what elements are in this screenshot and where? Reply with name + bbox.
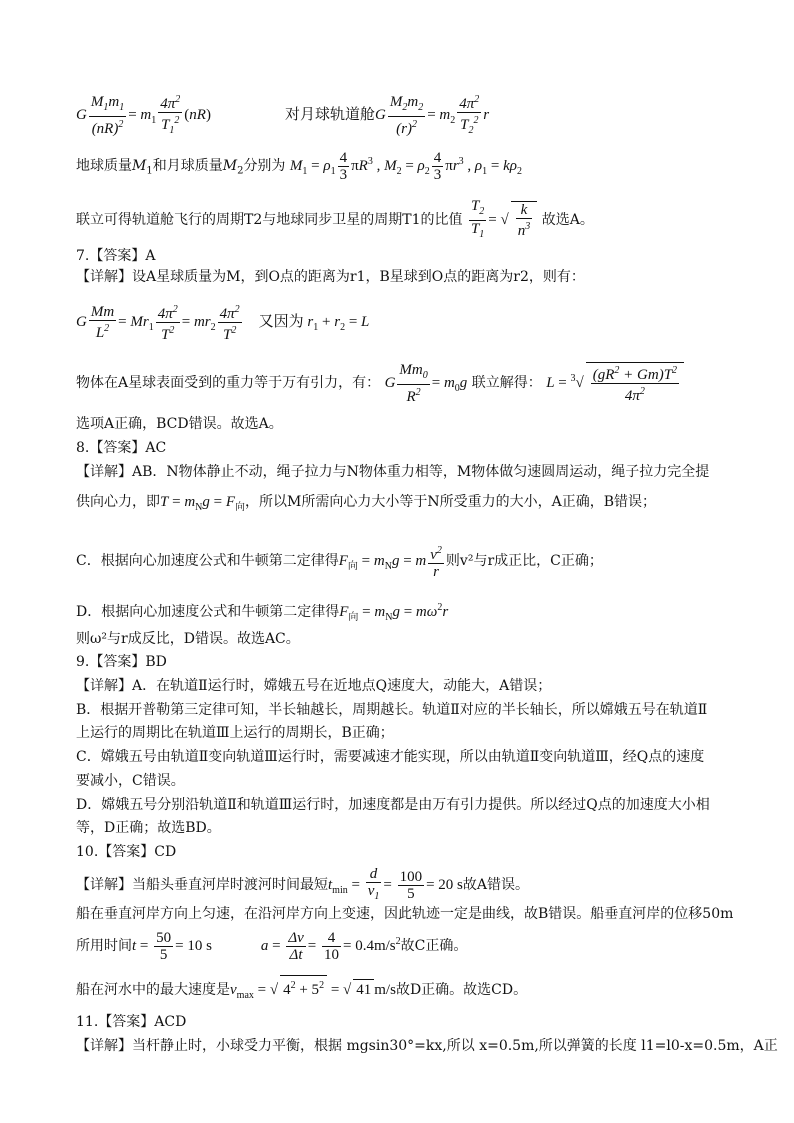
q7-end: 选项A正确，BCD错误。故选A。 xyxy=(76,416,283,432)
q10-line2: 船在垂直河岸方向上匀速，在沿河岸方向上变速，因此轨迹一定是曲线，故B错误。船垂直河岸的位移50m xyxy=(76,906,734,922)
q9-line: 【详解】A．在轨道Ⅱ运行时，嫦娥五号在近地点Q速度大，动能大，A错误； xyxy=(76,678,552,694)
q9-line: 要减小，C错误。 xyxy=(76,773,185,789)
q11-line1: 【详解】当杆静止时，小球受力平衡，根据 mgsin30°=kx,所以 x=0.5m,所以弹簧的长度 l1=l0-x=0.5m，A正 xyxy=(76,1038,778,1054)
q7-answer: 7.【答案】A xyxy=(76,248,156,264)
q8-lineC: C．根据向心加速度公式和牛顿第二定律得$F_向 = m_Ng = m$ $\frac{v^2}{r}$ 则v²与r成正比，C正确； xyxy=(76,545,603,580)
eq-lunar-orbiter: 对月球轨道舱G $\frac{M_2m_2}{(r)^2}$ = $m_2$ $\frac{4\pi^2}{T_2^2}$ r xyxy=(285,94,490,137)
q7-solve-text: 联立解得： xyxy=(471,374,542,391)
q9-line: 等，D正确；故选BD。 xyxy=(76,820,221,836)
masses-line: 地球质量$M_1$和月球质量$M_2$分别为 $M_1 = \rho_1$ $\frac{4}{3}$ $\pi R^3$ , $M_2 = \rho_2$ $\frac{4}{3}$ $\pi r^3$ , $\rho_1 = k\rho_2$ xyxy=(76,150,522,183)
q9-line: C．嫦娥五号由轨道Ⅱ变向轨道Ⅲ运行时，需要减速才能实现，所以由轨道Ⅱ变向轨道Ⅲ，经Q点的速度 xyxy=(76,749,705,765)
eq-earth-satellite: G $\frac{M_1m_1}{(nR)^2}$ = $m_1$ $\frac{4\pi^2}{T_1^2}$ (nR) xyxy=(76,94,211,137)
q11-answer: 11.【答案】ACD xyxy=(76,1014,187,1030)
q8-end: 则ω²与r成反比，D错误。故选AC。 xyxy=(76,631,300,647)
conclusion-line: 联立可得轨道舱飞行的周期T2与地球同步卫星的周期T1的比值 $\frac{T_2}{T_1}$ = √ $\frac{k}{n^3}$ 故选A。 xyxy=(76,198,594,240)
q8-answer: 8.【答案】AC xyxy=(76,440,167,456)
q7-detail: 【详解】设A星球质量为M，到O点的距离为r1，B星球到O点的距离为r2，则有： xyxy=(76,269,585,285)
q8-lineD: D．根据向心加速度公式和牛顿第二定律得$F_向 = m_Ng = m\omega^2r$ xyxy=(76,602,449,623)
q10-line3: 所用时间t = $\frac{50}{5}$ = 10 s a = $\frac{\Delta v}{\Delta t}$ = $\frac{4}{10}$ = $0.4m/s^2$故C正确。 xyxy=(76,930,468,963)
q10-line1: 【详解】当船头垂直河岸时渡河时间最短$t_{min}$ = $\frac{d}{v_1}$ = $\frac{100}{5}$ = 20 s故A错误。 xyxy=(76,866,530,902)
q8-line1: 【详解】AB．N物体静止不动，绳子拉力与N物体重力相等，M物体做匀速圆周运动，绳子拉力完全提 xyxy=(76,464,710,480)
q10-answer: 10.【答案】CD xyxy=(76,844,177,860)
q7-eq1: G $\frac{Mm}{L^2}$ = $Mr_1$ $\frac{4\pi^2}{T^2}$ = $mr_2$ $\frac{4\pi^2}{T^2}$ 又因为 $r_1 + r_2 = L$ xyxy=(76,304,370,343)
q7-gravity-text: 物体在A星球表面受到的重力等于万有引力，有： xyxy=(76,374,381,391)
q8-line2: 供向心力，即$T = m_Ng = F_向$，所以M所需向心力大小等于N所受重力的大小，A正确，B错误； xyxy=(76,494,657,513)
lunar-label: 对月球轨道舱 xyxy=(285,106,376,123)
q7-gravity-line: 物体在A星球表面受到的重力等于万有引力，有： G $\frac{Mm_0}{R^2}$ = $m_0g$ 联立解得： L = $^3$√ $\frac{(gR^2 + Gm)T^2}{4\pi^2}$ xyxy=(76,362,684,405)
q9-answer: 9.【答案】BD xyxy=(76,654,167,670)
q9-line: D．嫦娥五号分别沿轨道Ⅱ和轨道Ⅲ运行时，加速度都是由万有引力提供。所以经过Q点的加速度大小相 xyxy=(76,797,710,813)
q9-line: 上运行的周期比在轨道Ⅲ上运行的周期长，B正确； xyxy=(76,725,394,741)
q9-line: B．根据开普勒第三定律可知，半长轴越长，周期越长。轨道Ⅱ对应的半长轴长，所以嫦娥五号在轨道Ⅱ xyxy=(76,702,708,718)
conclusion-end: 故选A。 xyxy=(541,211,594,228)
q10-line4: 船在河水中的最大速度是$v_{max}$ = √ $4^2 + 5^2$ = √ 41 m/s故D正确。故选CD。 xyxy=(76,975,527,1006)
conclusion-text: 联立可得轨道舱飞行的周期T2与地球同步卫星的周期T1的比值 xyxy=(76,211,463,228)
